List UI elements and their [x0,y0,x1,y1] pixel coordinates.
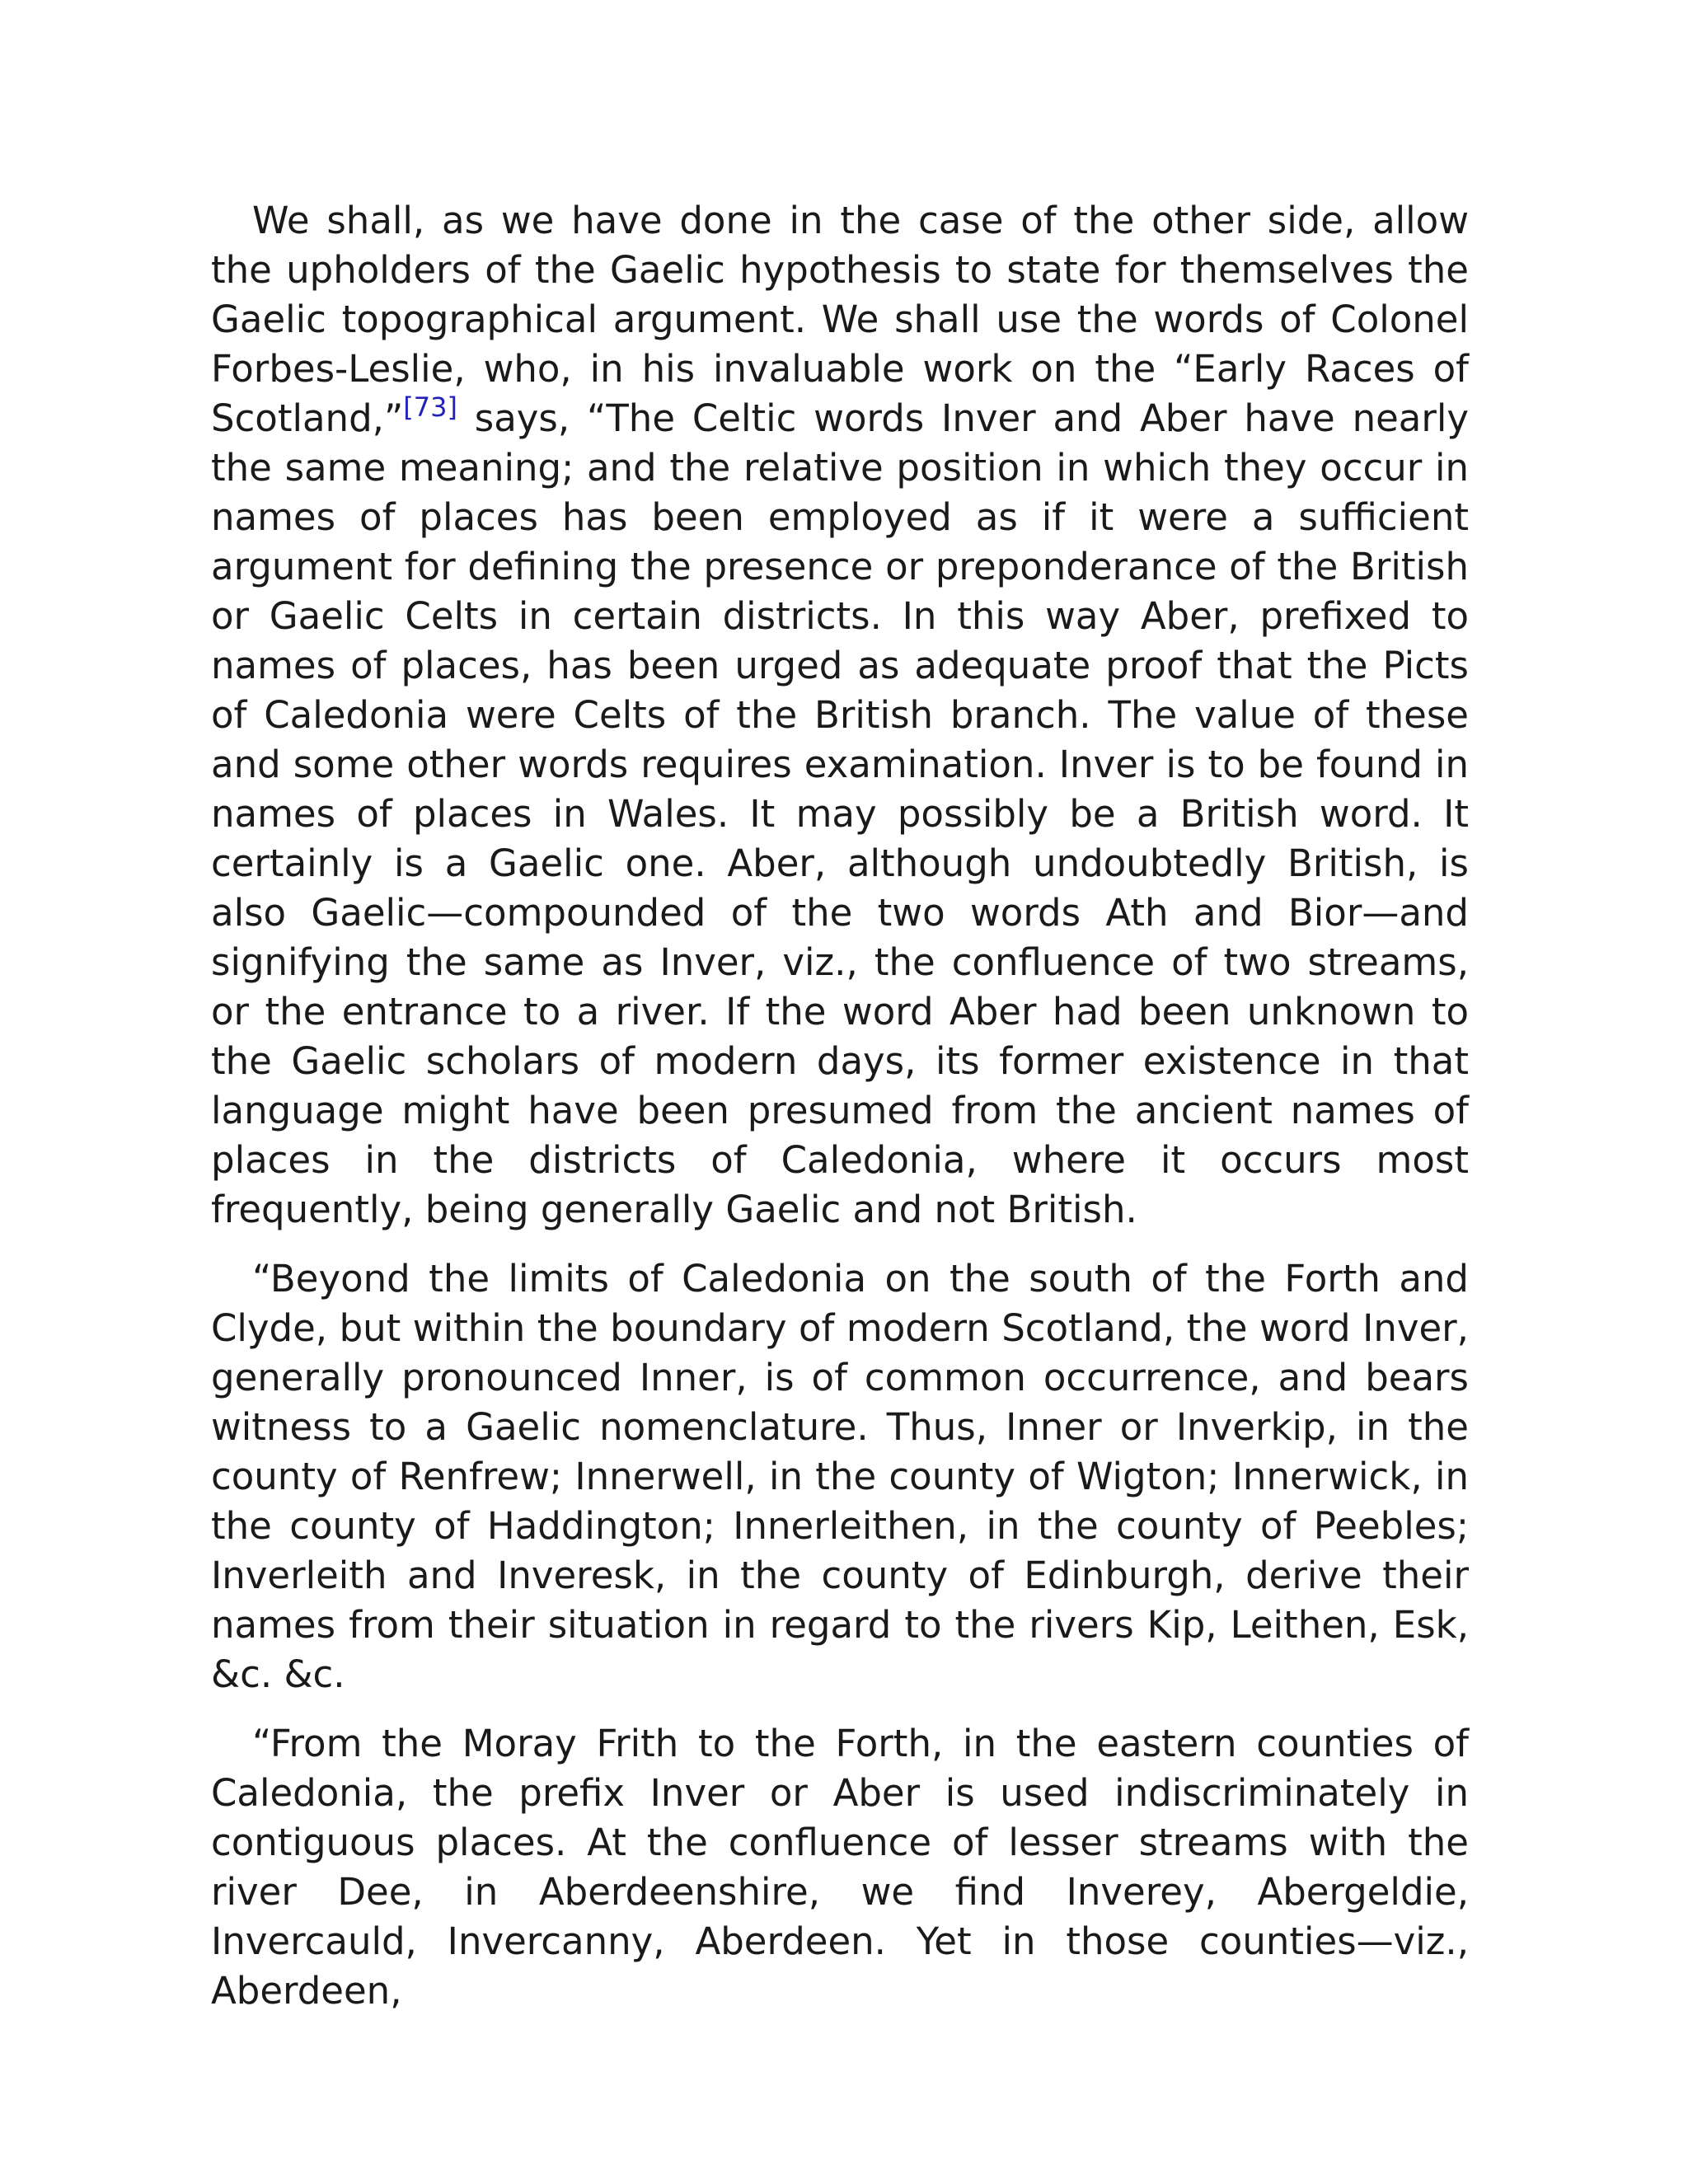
paragraph-1-text-start: We shall, as we have done in the case of the other side, allow the upholders of the Gaelic hypothesis to state for themselves the Gaelic topographical argument. We shall use the words of Colonel Forbes-Leslie, who, in his invaluable work on the “Early Races of Scotland,” [211,199,1469,440]
paragraph-3: “From the Moray Frith to the Forth, in the eastern counties of Caledonia, the prefix Inver or Aber is used indiscriminately in contiguous places. At the confluence of lesser streams with the river Dee, in Aberdeenshire, we find Inverey, Abergeldie, Invercauld, Invercanny, Aberdeen. Yet in those counties—viz., Aberdeen, [211,1722,1469,2013]
footnote-link-73[interactable]: [73] [403,391,457,423]
paragraph-1-text-end: says, “The Celtic words Inver and Aber have nearly the same meaning; and the relative position in which they occur in names of places has been employed as if it were a sufficient argument for defining the presence or preponderance of the British or Gaelic Celts in certain districts. In this way Aber, prefixed to names of places, has been urged as adequate proof that the Picts of Caledonia were Celts of the British branch. The value of these and some other words requires examination. Inver is to be found in names of places in Wales. It may possibly be a British word. It certainly is a Gaelic one. Aber, although undoubtedly British, is also Gaelic—compounded of the two words Ath and Bior—and signifying the same as Inver, viz., the confluence of two streams, or the entrance to a river. If the word Aber had been unknown to the Gaelic scholars of modern days, its former existence in that language might have been presumed from the ancient names of places in the districts of Caledonia, where it occurs most frequently, being generally Gaelic and not British. [211,396,1469,1231]
paragraph-1 [211,196,1469,1235]
book-page [211,196,1469,2036]
paragraph-2: “Beyond the limits of Caledonia on the south of the Forth and Clyde, but within the boundary of modern Scotland, the word Inver, generally pronounced Inner, is of common occurrence, and bears witness to a Gaelic nomenclature. Thus, Inner or Inverkip, in the county of Renfrew; Innerwell, in the county of Wigton; Innerwick, in the county of Haddington; Innerleithen, in the county of Peebles; Inverleith and Inveresk, in the county of Edinburgh, derive their names from their situation in regard to the rivers Kip, Leithen, Esk, &c. &c. [211,1257,1469,1696]
